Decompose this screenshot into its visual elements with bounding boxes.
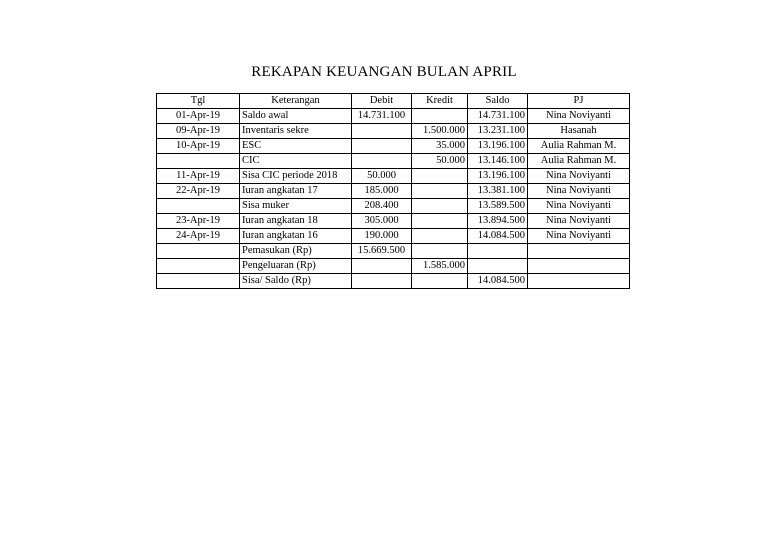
cell-description: Sisa CIC periode 2018 xyxy=(240,169,352,184)
cell-description: Sisa muker xyxy=(240,199,352,214)
summary-balance xyxy=(468,259,528,274)
cell-credit: 50.000 xyxy=(412,154,468,169)
cell-description: Iuran angkatan 17 xyxy=(240,184,352,199)
summary-debit xyxy=(352,274,412,289)
cell-balance: 14.731.100 xyxy=(468,109,528,124)
cell-date: 11-Apr-19 xyxy=(157,169,240,184)
cell-description: CIC xyxy=(240,154,352,169)
header-description: Keterangan xyxy=(240,94,352,109)
summary-balance xyxy=(468,244,528,259)
cell-pj: Nina Noviyanti xyxy=(528,199,630,214)
cell-pj: Aulia Rahman M. xyxy=(528,139,630,154)
header-pj: PJ xyxy=(528,94,630,109)
summary-label: Pengeluaran (Rp) xyxy=(240,259,352,274)
cell-date: 09-Apr-19 xyxy=(157,124,240,139)
table-row xyxy=(157,169,630,184)
cell-credit: 35.000 xyxy=(412,139,468,154)
cell-date: 10-Apr-19 xyxy=(157,139,240,154)
header-credit: Kredit xyxy=(412,94,468,109)
cell-debit: 190.000 xyxy=(352,229,412,244)
summary-debit xyxy=(352,259,412,274)
cell-pj: Hasanah xyxy=(528,124,630,139)
summary-row-income xyxy=(157,244,630,259)
cell-credit xyxy=(412,214,468,229)
table-row xyxy=(157,214,630,229)
summary-label: Pemasukan (Rp) xyxy=(240,244,352,259)
cell-credit xyxy=(412,109,468,124)
summary-row-expense xyxy=(157,259,630,274)
cell-debit xyxy=(352,124,412,139)
cell-pj: Nina Noviyanti xyxy=(528,229,630,244)
header-balance: Saldo xyxy=(468,94,528,109)
cell-pj-empty xyxy=(528,274,630,289)
cell-debit: 305.000 xyxy=(352,214,412,229)
summary-debit: 15.669.500 xyxy=(352,244,412,259)
cell-balance: 13.196.100 xyxy=(468,139,528,154)
table-row xyxy=(157,109,630,124)
table-row xyxy=(157,199,630,214)
cell-date: 22-Apr-19 xyxy=(157,184,240,199)
cell-description: Iuran angkatan 18 xyxy=(240,214,352,229)
cell-description: Inventaris sekre xyxy=(240,124,352,139)
cell-date: 24-Apr-19 xyxy=(157,229,240,244)
cell-pj: Nina Noviyanti xyxy=(528,169,630,184)
cell-pj: Aulia Rahman M. xyxy=(528,154,630,169)
summary-credit: 1.585.000 xyxy=(412,259,468,274)
summary-balance: 14.084.500 xyxy=(468,274,528,289)
cell-credit xyxy=(412,229,468,244)
summary-credit xyxy=(412,274,468,289)
table-row xyxy=(157,124,630,139)
cell-debit: 208.400 xyxy=(352,199,412,214)
cell-debit: 185.000 xyxy=(352,184,412,199)
table-row xyxy=(157,154,630,169)
ledger-table xyxy=(156,93,630,289)
header-date: Tgl xyxy=(157,94,240,109)
page-title: REKAPAN KEUANGAN BULAN APRIL xyxy=(251,64,517,80)
cell-debit: 50.000 xyxy=(352,169,412,184)
cell-pj: Nina Noviyanti xyxy=(528,214,630,229)
summary-credit xyxy=(412,244,468,259)
cell-date-empty xyxy=(157,274,240,289)
cell-description: Iuran angkatan 16 xyxy=(240,229,352,244)
cell-date: 23-Apr-19 xyxy=(157,214,240,229)
cell-debit: 14.731.100 xyxy=(352,109,412,124)
table-row xyxy=(157,184,630,199)
cell-credit xyxy=(412,199,468,214)
cell-balance: 13.231.100 xyxy=(468,124,528,139)
cell-debit xyxy=(352,154,412,169)
summary-label: Sisa/ Saldo (Rp) xyxy=(240,274,352,289)
cell-pj-empty xyxy=(528,259,630,274)
cell-pj-empty xyxy=(528,244,630,259)
cell-date-empty xyxy=(157,244,240,259)
cell-description: Saldo awal xyxy=(240,109,352,124)
table-row xyxy=(157,139,630,154)
cell-balance: 13.589.500 xyxy=(468,199,528,214)
cell-balance: 13.381.100 xyxy=(468,184,528,199)
cell-date: 01-Apr-19 xyxy=(157,109,240,124)
cell-credit xyxy=(412,169,468,184)
cell-description: ESC xyxy=(240,139,352,154)
cell-date xyxy=(157,199,240,214)
cell-credit xyxy=(412,184,468,199)
cell-pj: Nina Noviyanti xyxy=(528,184,630,199)
cell-pj: Nina Noviyanti xyxy=(528,109,630,124)
cell-date-empty xyxy=(157,259,240,274)
cell-debit xyxy=(352,139,412,154)
cell-credit: 1.500.000 xyxy=(412,124,468,139)
table-header-row xyxy=(157,94,630,109)
table-row xyxy=(157,229,630,244)
cell-balance: 13.196.100 xyxy=(468,169,528,184)
summary-row-balance xyxy=(157,274,630,289)
cell-balance: 13.146.100 xyxy=(468,154,528,169)
header-debit: Debit xyxy=(352,94,412,109)
cell-date xyxy=(157,154,240,169)
cell-balance: 13.894.500 xyxy=(468,214,528,229)
cell-balance: 14.084.500 xyxy=(468,229,528,244)
